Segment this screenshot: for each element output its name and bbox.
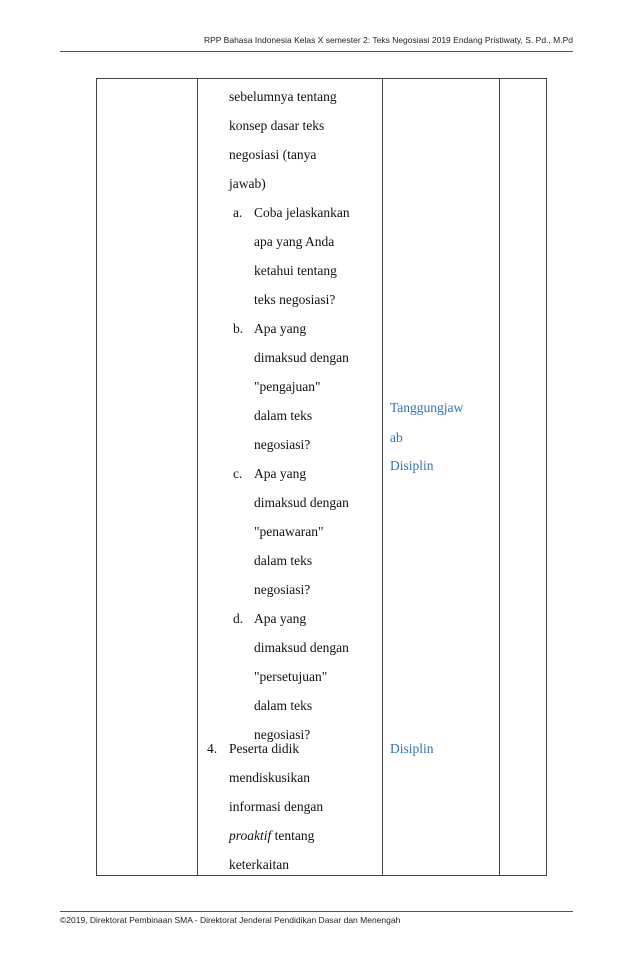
step-line-rest: tentang [271,828,315,843]
value-disiplin: Disiplin [390,741,434,756]
question-line: Coba jelaskankan [254,205,350,220]
question-line: Apa yang [254,321,307,336]
activity-intro-line: jawab) [229,176,266,191]
question-marker: c. [233,466,243,481]
question-line: Apa yang [254,466,307,481]
page-header [60,33,573,52]
activity-intro-line: negosiasi (tanya [229,147,317,162]
step-line [229,827,314,845]
lesson-table [96,78,547,876]
question-line: Apa yang [254,611,307,626]
question-line: ketahui tentang [254,263,337,278]
step-line-italic: proaktif [229,828,272,843]
question-line: dimaksud dengan [254,640,349,655]
question-line: dimaksud dengan [254,495,349,510]
footer-text: ©2019, Direktorat Pembinaan SMA - Direktorat Jenderal Pendidikan Dasar dan Menengah [60,915,401,925]
step-line: mendiskusikan [229,770,310,785]
question-line: negosiasi? [254,727,311,742]
step-line: keterkaitan [229,857,289,872]
question-line: dalam teks [254,698,313,713]
step-line: informasi dengan [229,799,324,814]
activity-intro-line: konsep dasar teks [229,118,325,133]
column-divider [197,79,198,875]
page-footer [60,911,573,926]
question-line: dimaksud dengan [254,350,349,365]
step-marker: 4. [207,741,218,756]
question-marker: d. [233,611,244,626]
value-tanggungjawab-line2: ab [390,430,403,445]
header-text: RPP Bahasa Indonesia Kelas X semester 2: Teks Negosiasi 2019 Endang Pristiwaty, S. Pd., M.Pd [203,35,573,45]
column-divider [382,79,383,875]
question-line: "persetujuan" [254,669,328,684]
question-line: negosiasi? [254,437,311,452]
question-line: teks negosiasi? [254,292,336,307]
question-line: apa yang Anda [254,234,335,249]
question-line: "pengajuan" [254,379,321,394]
question-marker: b. [233,321,244,336]
activity-intro-line: sebelumnya tentang [229,89,337,104]
column-divider [499,79,500,875]
value-disiplin: Disiplin [390,458,434,473]
question-marker: a. [233,205,243,220]
question-line: dalam teks [254,408,313,423]
question-line: negosiasi? [254,582,311,597]
question-line: "penawaran" [254,524,324,539]
value-tanggungjawab-line1: Tanggungjaw [390,400,464,415]
question-line: dalam teks [254,553,313,568]
step-line: Peserta didik [229,741,300,756]
